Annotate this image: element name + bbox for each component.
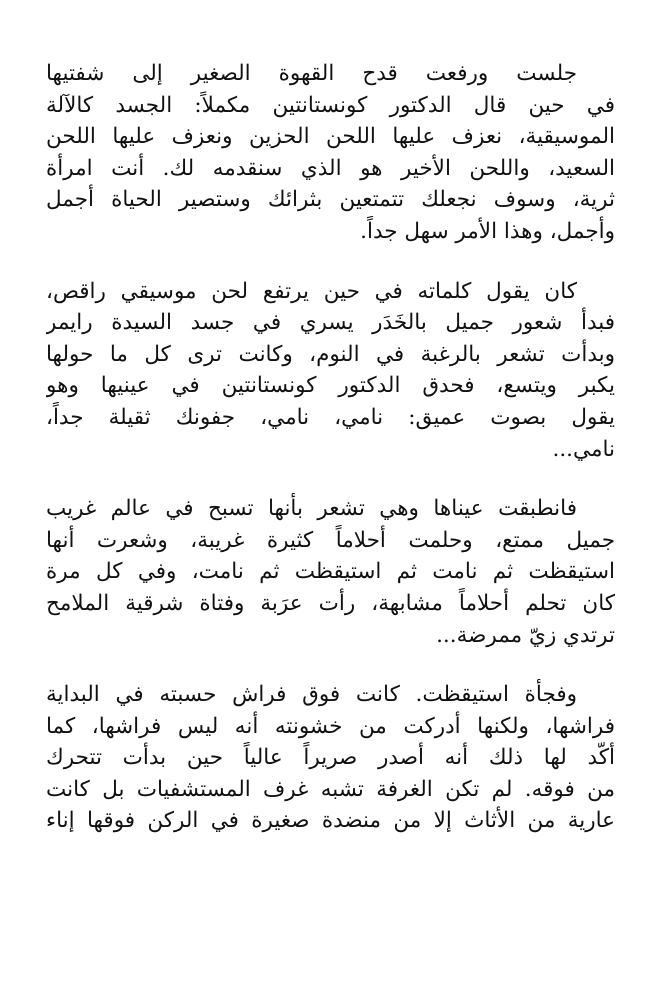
text-line: نامي... [552, 436, 615, 462]
text-line: جميل ممتع، وحلمت أحلاماً كثيرة غريبة، وشعرت أنها [46, 527, 615, 553]
text-line: ترتدي زيّ ممرضة... [436, 622, 615, 648]
paragraph-1 [46, 58, 615, 248]
text-line: في حين قال الدكتور كونستانتين مكملاً: الجسد كالآلة [46, 92, 615, 118]
text-line: كان تحلم أحلاماً مشابهة، رأت عرَبة وفتاة شرقية الملامح [46, 590, 615, 616]
text-line: فبدأ شعور جميل بالخَدَر يسري في جسد السيدة رايمر [46, 310, 615, 336]
paragraph-3 [46, 493, 615, 651]
text-line: أكّد لها ذلك أنه أصدر صريراً عالياً حين بدأت تتحرك [46, 745, 615, 771]
text-line: وبدأت تشعر بالرغبة في النوم، وكانت ترى كل ما حولها [46, 341, 615, 367]
paragraph-2 [46, 276, 615, 466]
text-line: السعيد، واللحن الأخير هو الذي سنقدمه لك. أنت امرأة [46, 155, 615, 181]
paragraph-4 [46, 679, 615, 837]
text-line: يكبر ويتسع، فحدق الدكتور كونستانتين في عينيها وهو [46, 373, 615, 399]
text-line: جلست ورفعت قدح القهوة الصغير إلى شفتيها [46, 61, 577, 86]
text-line: وفجأة استيقظت. كانت فوق فراش حسبته في البداية [46, 682, 577, 708]
text-line: من فوقه. لم تكن الغرفة تشبه غرف المستشفيات بل كانت [46, 776, 615, 802]
text-line: الموسيقية، نعزف عليها اللحن الحزين ونعزف عليها اللحن [46, 124, 615, 150]
text-line: استيقظت ثم نامت ثم استيقظت ثم نامت، وفي كل مرة [46, 559, 615, 585]
text-line: وأجمل، وهذا الأمر سهل جداً. [360, 218, 615, 244]
text-line: كان يقول كلماته في حين يرتفع لحن موسيقي راقص، [46, 278, 577, 304]
text-line: فراشها، ولكنها أدركت من خشونته أنه ليس فراشها، كما [46, 713, 615, 739]
text-line: فانطبقت عيناها وهي تشعر بأنها تسبح في عالم غريب [46, 496, 577, 522]
text-line: عارية من الأثاث إلا من منضدة صغيرة في الركن فوقها إناء [46, 808, 615, 834]
text-line: يقول بصوت عميق: نامي، نامي، جفونك ثقيلة جداً، [46, 404, 615, 430]
text-line: ثرية، وسوف نجعلك تتمتعين بثرائك وستصير الحياة أجمل [46, 187, 615, 213]
